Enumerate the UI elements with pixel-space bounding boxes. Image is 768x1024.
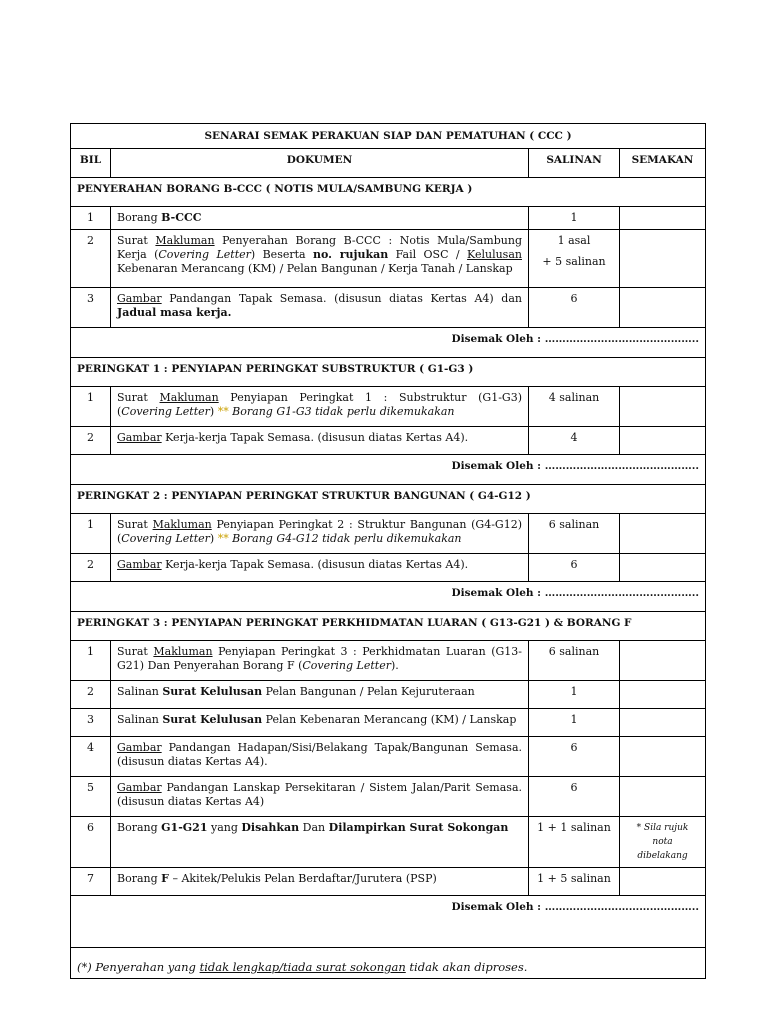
checked-by-row [71, 582, 706, 612]
copies-line: 1 [570, 211, 578, 224]
row-number: 2 [71, 554, 111, 582]
text-run: Pandangan Lanskap Persekitaran / Sistem Jalan/Parit Semasa. (disusun diatas Kertas A4) [117, 781, 522, 808]
copies-count [529, 817, 620, 868]
copies-line: 1 [570, 713, 578, 726]
table-row [71, 514, 706, 554]
row-number: 1 [71, 514, 111, 554]
check-cell[interactable] [620, 737, 706, 777]
document-description [111, 554, 529, 582]
checklist-table [70, 123, 706, 979]
check-cell[interactable] [620, 681, 706, 709]
checked-by-dots[interactable]: …………………………………….. [541, 901, 700, 913]
document-description [111, 514, 529, 554]
text-run: Makluman [153, 645, 213, 658]
text-run: Covering Letter [302, 659, 391, 672]
text-run: Borang G1-G3 tidak perlu dikemukakan [228, 405, 455, 418]
copies-count [529, 427, 620, 455]
check-cell[interactable] [620, 387, 706, 427]
checked-by-dots[interactable]: …………………………………….. [541, 587, 700, 599]
table-row [71, 427, 706, 455]
text-run: Borang [117, 872, 162, 885]
text-run: Penyerahan Borang B-CCC : Notis Mula/Sambung Kerja ( [117, 234, 522, 261]
copies-count [529, 868, 620, 896]
text-run: Salinan [117, 713, 163, 726]
text-run: Covering Letter [121, 532, 210, 545]
row-number: 5 [71, 777, 111, 817]
section-heading-row [71, 612, 706, 641]
check-cell[interactable] [620, 288, 706, 328]
table-row [71, 230, 706, 288]
row-number: 2 [71, 681, 111, 709]
checked-by-label: Disemak Oleh : [451, 460, 542, 472]
row-number: 3 [71, 709, 111, 737]
table-row [71, 868, 706, 896]
text-run: G1-G21 [161, 821, 208, 834]
text-run: Kelulusan [467, 248, 522, 261]
copies-line: + 5 salinan [542, 255, 606, 268]
copies-line: 1 asal [557, 234, 591, 247]
section-heading: PERINGKAT 1 : PENYIAPAN PERINGKAT SUBSTRUKTUR ( G1-G3 ) [71, 358, 706, 387]
title-row [71, 124, 706, 149]
check-cell[interactable] [620, 207, 706, 230]
header-salinan: SALINAN [529, 149, 620, 178]
check-cell[interactable] [620, 641, 706, 681]
section-heading: PENYERAHAN BORANG B-CCC ( NOTIS MULA/SAMBUNG KERJA ) [71, 178, 706, 207]
section-heading-row [71, 485, 706, 514]
section-heading-row [71, 358, 706, 387]
document-description [111, 387, 529, 427]
copies-line: 1 + 1 salinan [537, 821, 611, 834]
document-description [111, 681, 529, 709]
text-run: Surat [117, 518, 153, 531]
text-run: Disahkan [241, 821, 300, 834]
text-run: Pelan Bangunan / Pelan Kejuruteraan [262, 685, 475, 698]
table-row [71, 709, 706, 737]
footnote [71, 948, 706, 979]
text-run: Makluman [159, 391, 219, 404]
copies-count [529, 681, 620, 709]
table-row [71, 554, 706, 582]
row-number: 6 [71, 817, 111, 868]
check-cell[interactable] [620, 868, 706, 896]
table-row [71, 387, 706, 427]
copies-count [529, 514, 620, 554]
row-number: 1 [71, 641, 111, 681]
checklist-body [71, 124, 706, 979]
table-row [71, 737, 706, 777]
checked-by-row [71, 896, 706, 948]
header-dokumen: DOKUMEN [111, 149, 529, 178]
text-run: Kerja-kerja Tapak Semasa. (disusun diatas Kertas A4). [161, 431, 469, 444]
table-row [71, 641, 706, 681]
copies-count [529, 207, 620, 230]
text-run: Gambar [117, 431, 162, 444]
text-run: no. rujukan [313, 248, 389, 261]
table-row [71, 207, 706, 230]
row-number: 2 [71, 230, 111, 288]
text-run: Borang [117, 211, 162, 224]
check-cell[interactable] [620, 427, 706, 455]
text-run: Pelan Kebenaran Merancang (KM) / Lanskap [262, 713, 517, 726]
document-description [111, 230, 529, 288]
copies-count [529, 777, 620, 817]
row-number: 2 [71, 427, 111, 455]
text-run: Salinan [117, 685, 163, 698]
copies-count [529, 230, 620, 288]
text-run: tidak lengkap/tiada surat sokongan [199, 960, 406, 974]
checked-by-row [71, 455, 706, 485]
header-bil: BIL [71, 149, 111, 178]
text-run: Borang [117, 821, 162, 834]
text-run: Surat [117, 645, 154, 658]
text-run: Dan [299, 821, 329, 834]
document-description [111, 288, 529, 328]
copies-line: 6 [570, 741, 578, 754]
section-heading-row [71, 178, 706, 207]
text-run: Dilampirkan Surat Sokongan [328, 821, 509, 834]
checked-by-dots[interactable]: …………………………………….. [541, 333, 700, 345]
text-run: Surat [117, 234, 156, 247]
text-run: ). [390, 659, 399, 672]
text-run: Covering Letter [158, 248, 251, 261]
copies-count [529, 641, 620, 681]
text-run: B-CCC [161, 211, 202, 224]
text-run: ) [209, 405, 218, 418]
check-note[interactable]: * Sila rujuk nota dibelakang [620, 817, 706, 868]
row-number: 3 [71, 288, 111, 328]
text-run: Makluman [155, 234, 215, 247]
text-run: Pandangan Hadapan/Sisi/Belakang Tapak/Bangunan Semasa. (disusun diatas Kertas A4). [117, 741, 522, 768]
text-run: Penyiapan Peringkat 1 : Substruktur (G1-G3) ( [117, 391, 522, 418]
copies-line: 6 salinan [548, 645, 600, 658]
text-run: Kerja-kerja Tapak Semasa. (disusun diatas Kertas A4). [161, 558, 469, 571]
check-cell[interactable] [620, 777, 706, 817]
checked-by-dots[interactable]: …………………………………….. [541, 460, 700, 472]
text-run: Gambar [117, 292, 162, 305]
text-run: Covering Letter [121, 405, 210, 418]
text-run: ** [217, 532, 229, 545]
text-run: Jadual masa kerja. [117, 306, 232, 319]
header-row [71, 149, 706, 178]
check-cell[interactable] [620, 230, 706, 288]
text-run: Pandangan Tapak Semasa. (disusun diatas Kertas A4) dan [161, 292, 522, 305]
document-description [111, 709, 529, 737]
copies-line: 6 [570, 292, 578, 305]
section-heading: PERINGKAT 3 : PENYIAPAN PERINGKAT PERKHIDMATAN LUARAN ( G13-G21 ) & BORANG F [71, 612, 706, 641]
text-run: Gambar [117, 741, 162, 754]
check-cell[interactable] [620, 709, 706, 737]
document-description [111, 817, 529, 868]
text-run: ) Beserta [250, 248, 313, 261]
checked-by [71, 455, 706, 485]
checked-by [71, 328, 706, 358]
document-description [111, 737, 529, 777]
text-run: (*) Penyerahan yang [77, 960, 200, 974]
text-run: Penyiapan Peringkat 3 : Perkhidmatan Luaran (G13-G21) Dan Penyerahan Borang F ( [117, 645, 522, 672]
text-run: Kebenaran Merancang (KM) / Pelan Bangunan / Kerja Tanah / Lanskap [117, 262, 513, 275]
checked-by-row [71, 328, 706, 358]
copies-count [529, 737, 620, 777]
text-run: – Akitek/Pelukis Pelan Berdaftar/Jurutera (PSP) [168, 872, 437, 885]
copies-count [529, 288, 620, 328]
text-run: Surat Kelulusan [162, 685, 263, 698]
section-heading: PERINGKAT 2 : PENYIAPAN PERINGKAT STRUKTUR BANGUNAN ( G4-G12 ) [71, 485, 706, 514]
check-cell[interactable] [620, 514, 706, 554]
copies-count [529, 387, 620, 427]
checked-by [71, 896, 706, 948]
checked-by-label: Disemak Oleh : [451, 901, 542, 913]
table-row [71, 817, 706, 868]
copies-line: 1 [570, 685, 578, 698]
check-cell[interactable] [620, 554, 706, 582]
document-description [111, 207, 529, 230]
text-run: Gambar [117, 781, 162, 794]
text-run: Gambar [117, 558, 162, 571]
text-run: Borang G4-G12 tidak perlu dikemukakan [228, 532, 462, 545]
table-row [71, 288, 706, 328]
text-run: Fail OSC / [388, 248, 468, 261]
copies-line: 1 + 5 salinan [537, 872, 611, 885]
text-run: F [161, 872, 169, 885]
checked-by-label: Disemak Oleh : [451, 587, 542, 599]
form-title: SENARAI SEMAK PERAKUAN SIAP DAN PEMATUHAN ( CCC ) [71, 124, 706, 149]
document-description [111, 641, 529, 681]
text-run: ) [209, 532, 218, 545]
copies-line: 4 salinan [548, 391, 600, 404]
copies-line: 6 salinan [548, 518, 600, 531]
text-run: Surat Kelulusan [162, 713, 263, 726]
document-description [111, 427, 529, 455]
row-number: 1 [71, 207, 111, 230]
text-run: Penyiapan Peringkat 2 : Struktur Bangunan (G4-G12) ( [117, 518, 522, 545]
copies-line: 4 [570, 431, 578, 444]
copies-count [529, 709, 620, 737]
header-semakan: SEMAKAN [620, 149, 706, 178]
text-run: Surat [117, 391, 160, 404]
row-number: 1 [71, 387, 111, 427]
document-description [111, 777, 529, 817]
row-number: 7 [71, 868, 111, 896]
text-run: yang [207, 821, 242, 834]
checked-by [71, 582, 706, 612]
document-description [111, 868, 529, 896]
footnote-row [71, 948, 706, 979]
table-row [71, 777, 706, 817]
copies-line: 6 [570, 781, 578, 794]
copies-line: 6 [570, 558, 578, 571]
text-run: ** [217, 405, 229, 418]
checked-by-label: Disemak Oleh : [451, 333, 542, 345]
copies-count [529, 554, 620, 582]
row-number: 4 [71, 737, 111, 777]
text-run: Makluman [152, 518, 212, 531]
table-row [71, 681, 706, 709]
text-run: tidak akan diproses. [405, 960, 528, 974]
